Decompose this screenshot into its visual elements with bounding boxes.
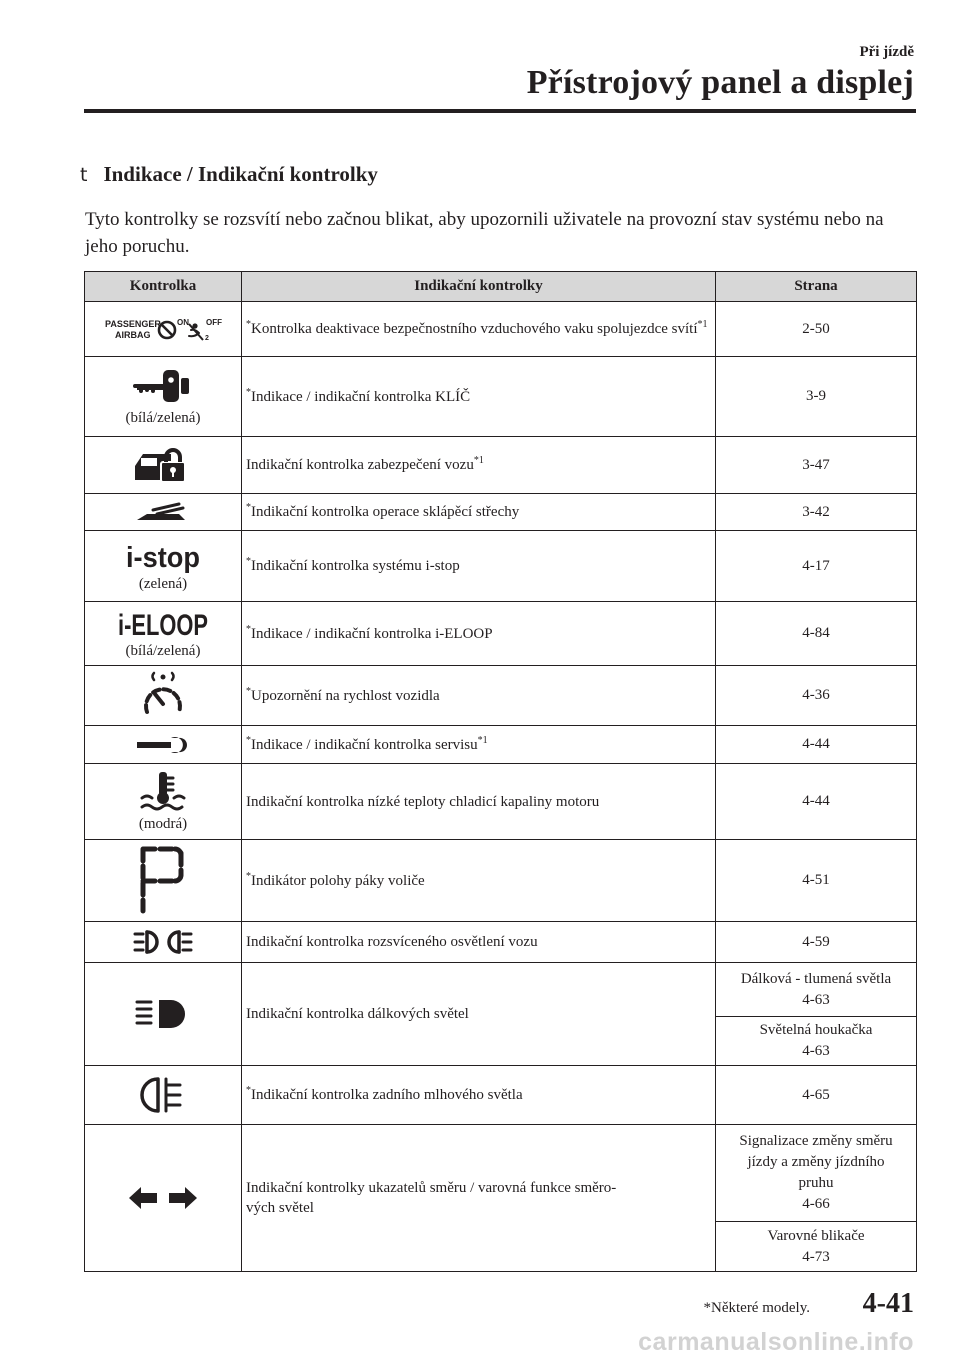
airbag-text-2: 2 <box>205 335 209 342</box>
table-row <box>85 357 917 437</box>
page-cell: 4-65 <box>716 1066 917 1125</box>
description-cell <box>242 1125 716 1272</box>
description-cell <box>242 666 716 726</box>
model-star: * <box>246 319 251 330</box>
model-star: * <box>246 623 251 635</box>
indicator-description: Indikační kontrolka rozsvíceného osvětlení vozu <box>246 934 538 950</box>
high-beam-icon <box>89 996 237 1032</box>
page-cell: 4-44 <box>716 764 917 840</box>
speed-warning-icon <box>89 672 237 720</box>
description-cell <box>242 302 716 357</box>
page-cell: 2-50 <box>716 302 917 357</box>
table-row <box>85 963 917 1017</box>
airbag-text-airbag: AIRBAG <box>115 330 151 340</box>
table-row <box>85 922 917 963</box>
page-cell: Varovné blikače 4-73 <box>716 1222 917 1272</box>
table-row <box>85 602 917 666</box>
indicator-icon-cell <box>85 922 242 963</box>
i-stop-icon <box>89 540 237 574</box>
low-coolant-temperature-icon <box>89 770 237 814</box>
model-star: * <box>246 1085 251 1096</box>
page-cell: 4-59 <box>716 922 917 963</box>
table-row <box>85 1125 917 1222</box>
icon-color-label: (bílá/zelená) <box>125 643 201 659</box>
shift-position-p-icon <box>89 845 237 917</box>
indicator-description: Upozornění na rychlost vozidla <box>251 687 440 704</box>
model-star: * <box>246 870 251 882</box>
table-row <box>85 1066 917 1125</box>
indicator-description: Indikační kontrolka systému i-stop <box>251 558 460 574</box>
model-star: * <box>246 556 251 567</box>
page-cell: 3-42 <box>716 494 917 531</box>
bullet-icon: t <box>80 163 88 186</box>
indicator-icon-cell <box>85 1125 242 1272</box>
airbag-text-passenger: PASSENGER <box>105 319 161 329</box>
section-label: Při jízdě <box>859 44 914 60</box>
indicator-icon-cell <box>85 726 242 764</box>
table-row <box>85 302 917 357</box>
indicator-icon-cell <box>85 840 242 922</box>
model-star: * <box>246 734 251 746</box>
description-cell <box>242 357 716 437</box>
car-security-lock-icon <box>89 446 237 484</box>
header-cell: Kontrolka <box>85 272 242 302</box>
description-cell <box>242 726 716 764</box>
key-icon <box>89 366 237 408</box>
table-row <box>85 494 917 531</box>
footnote: *Některé modely. <box>703 1300 810 1316</box>
sub-heading <box>80 162 378 187</box>
indicator-description: Indikace / indikační kontrolka i-ELOOP <box>251 625 493 642</box>
page-cell: 3-9 <box>716 357 917 437</box>
indicator-description: Kontrolka deaktivace bezpečnostního vzduchového vaku spolujezdce svítí <box>251 321 698 337</box>
sub-heading-text: Indikace / Indikační kontrolky <box>103 162 378 186</box>
description-cell <box>242 602 716 666</box>
description-cell <box>242 922 716 963</box>
indicator-table <box>84 271 917 1272</box>
airbag-text-on: ON <box>177 318 189 327</box>
icon-color-label: (bílá/zelená) <box>125 410 201 426</box>
description-cell <box>242 531 716 602</box>
indicator-description: Indikace / indikační kontrolka servisu <box>251 736 478 753</box>
indicator-icon-cell <box>85 302 242 357</box>
airbag-text-off: OFF <box>206 318 222 327</box>
table-row <box>85 437 917 494</box>
page-cell: 4-36 <box>716 666 917 726</box>
header-cell: Indikační kontrolky <box>242 272 716 302</box>
indicator-icon-cell <box>85 963 242 1066</box>
indicator-description: Indikační kontrolka nízké teploty chladicí kapaliny motoru <box>246 793 600 810</box>
indicator-icon-cell <box>85 602 242 666</box>
indicator-description: Indikační kontrolka operace sklápěcí střechy <box>251 504 520 520</box>
title-rule <box>84 109 916 113</box>
header-cell: Strana <box>716 272 917 302</box>
model-star: * <box>246 386 251 398</box>
indicator-icon-cell <box>85 1066 242 1125</box>
page-cell: 4-17 <box>716 531 917 602</box>
indicator-description: Indikační kontrolka dálkových světel <box>246 1006 469 1022</box>
table-row <box>85 840 917 922</box>
table-row <box>85 531 917 602</box>
i-eloop-icon <box>89 607 237 641</box>
page-cell: Signalizace změny směru jízdy a změny jízdního pruhu 4-66 <box>716 1125 917 1222</box>
page-cell: Světelná houkačka 4-63 <box>716 1017 917 1066</box>
model-star: * <box>246 502 251 513</box>
indicator-description: Indikační kontrolka zadního mlhového světla <box>251 1087 523 1103</box>
intro-text: Tyto kontrolky se rozsvítí nebo začnou blikat, aby upozornili uživatele na provozní stav systému nebo na jeho poruchu. <box>85 209 884 257</box>
table-row <box>85 666 917 726</box>
footnote-ref: *1 <box>473 455 484 466</box>
footnote-ref: *1 <box>697 319 708 330</box>
table-row <box>85 726 917 764</box>
description-cell <box>242 840 716 922</box>
indicator-icon-cell <box>85 764 242 840</box>
page-title: Přístrojový panel a displej <box>526 64 914 101</box>
rear-fog-light-icon <box>89 1075 237 1115</box>
indicator-icon-cell <box>85 437 242 494</box>
icon-color-label: (zelená) <box>138 575 188 592</box>
indicator-description: Indikace / indikační kontrolka KLÍČ <box>251 388 471 405</box>
model-star: * <box>246 685 251 697</box>
lights-on-icon <box>89 928 237 956</box>
page-number: 4-41 <box>862 1288 914 1319</box>
retractable-roof-icon <box>89 500 237 524</box>
indicator-icon-cell <box>85 531 242 602</box>
footnote-ref: *1 <box>477 734 488 746</box>
indicator-description: Indikační kontrolka zabezpečení vozu <box>246 457 474 473</box>
wrench-icon <box>89 734 237 756</box>
indicator-icon-cell <box>85 357 242 437</box>
description-cell <box>242 963 716 1066</box>
description-cell <box>242 437 716 494</box>
indicator-description: Indikační kontrolky ukazatelů směru / varovná funkce směro- vých světel <box>246 1180 617 1216</box>
page-cell: 3-47 <box>716 437 917 494</box>
table-row <box>85 764 917 840</box>
page-cell: Dálková - tlumená světla 4-63 <box>716 963 917 1017</box>
page-cell: 4-51 <box>716 840 917 922</box>
turn-signal-icon <box>89 1185 237 1211</box>
page-cell: 4-84 <box>716 602 917 666</box>
i-eloop-text: i-ELOOP <box>118 609 208 642</box>
indicator-icon-cell <box>85 494 242 531</box>
page-cell: 4-44 <box>716 726 917 764</box>
description-cell <box>242 494 716 531</box>
icon-color-label: (modrá) <box>138 816 188 832</box>
indicator-icon-cell <box>85 666 242 726</box>
watermark: carmanualsonline.info <box>638 1328 914 1356</box>
i-stop-text: i-stop <box>126 541 200 574</box>
passenger-airbag-icon <box>89 314 237 344</box>
description-cell <box>242 1066 716 1125</box>
indicator-description: Indikátor polohy páky voliče <box>251 872 425 889</box>
table-header-row <box>85 272 917 302</box>
description-cell <box>242 764 716 840</box>
